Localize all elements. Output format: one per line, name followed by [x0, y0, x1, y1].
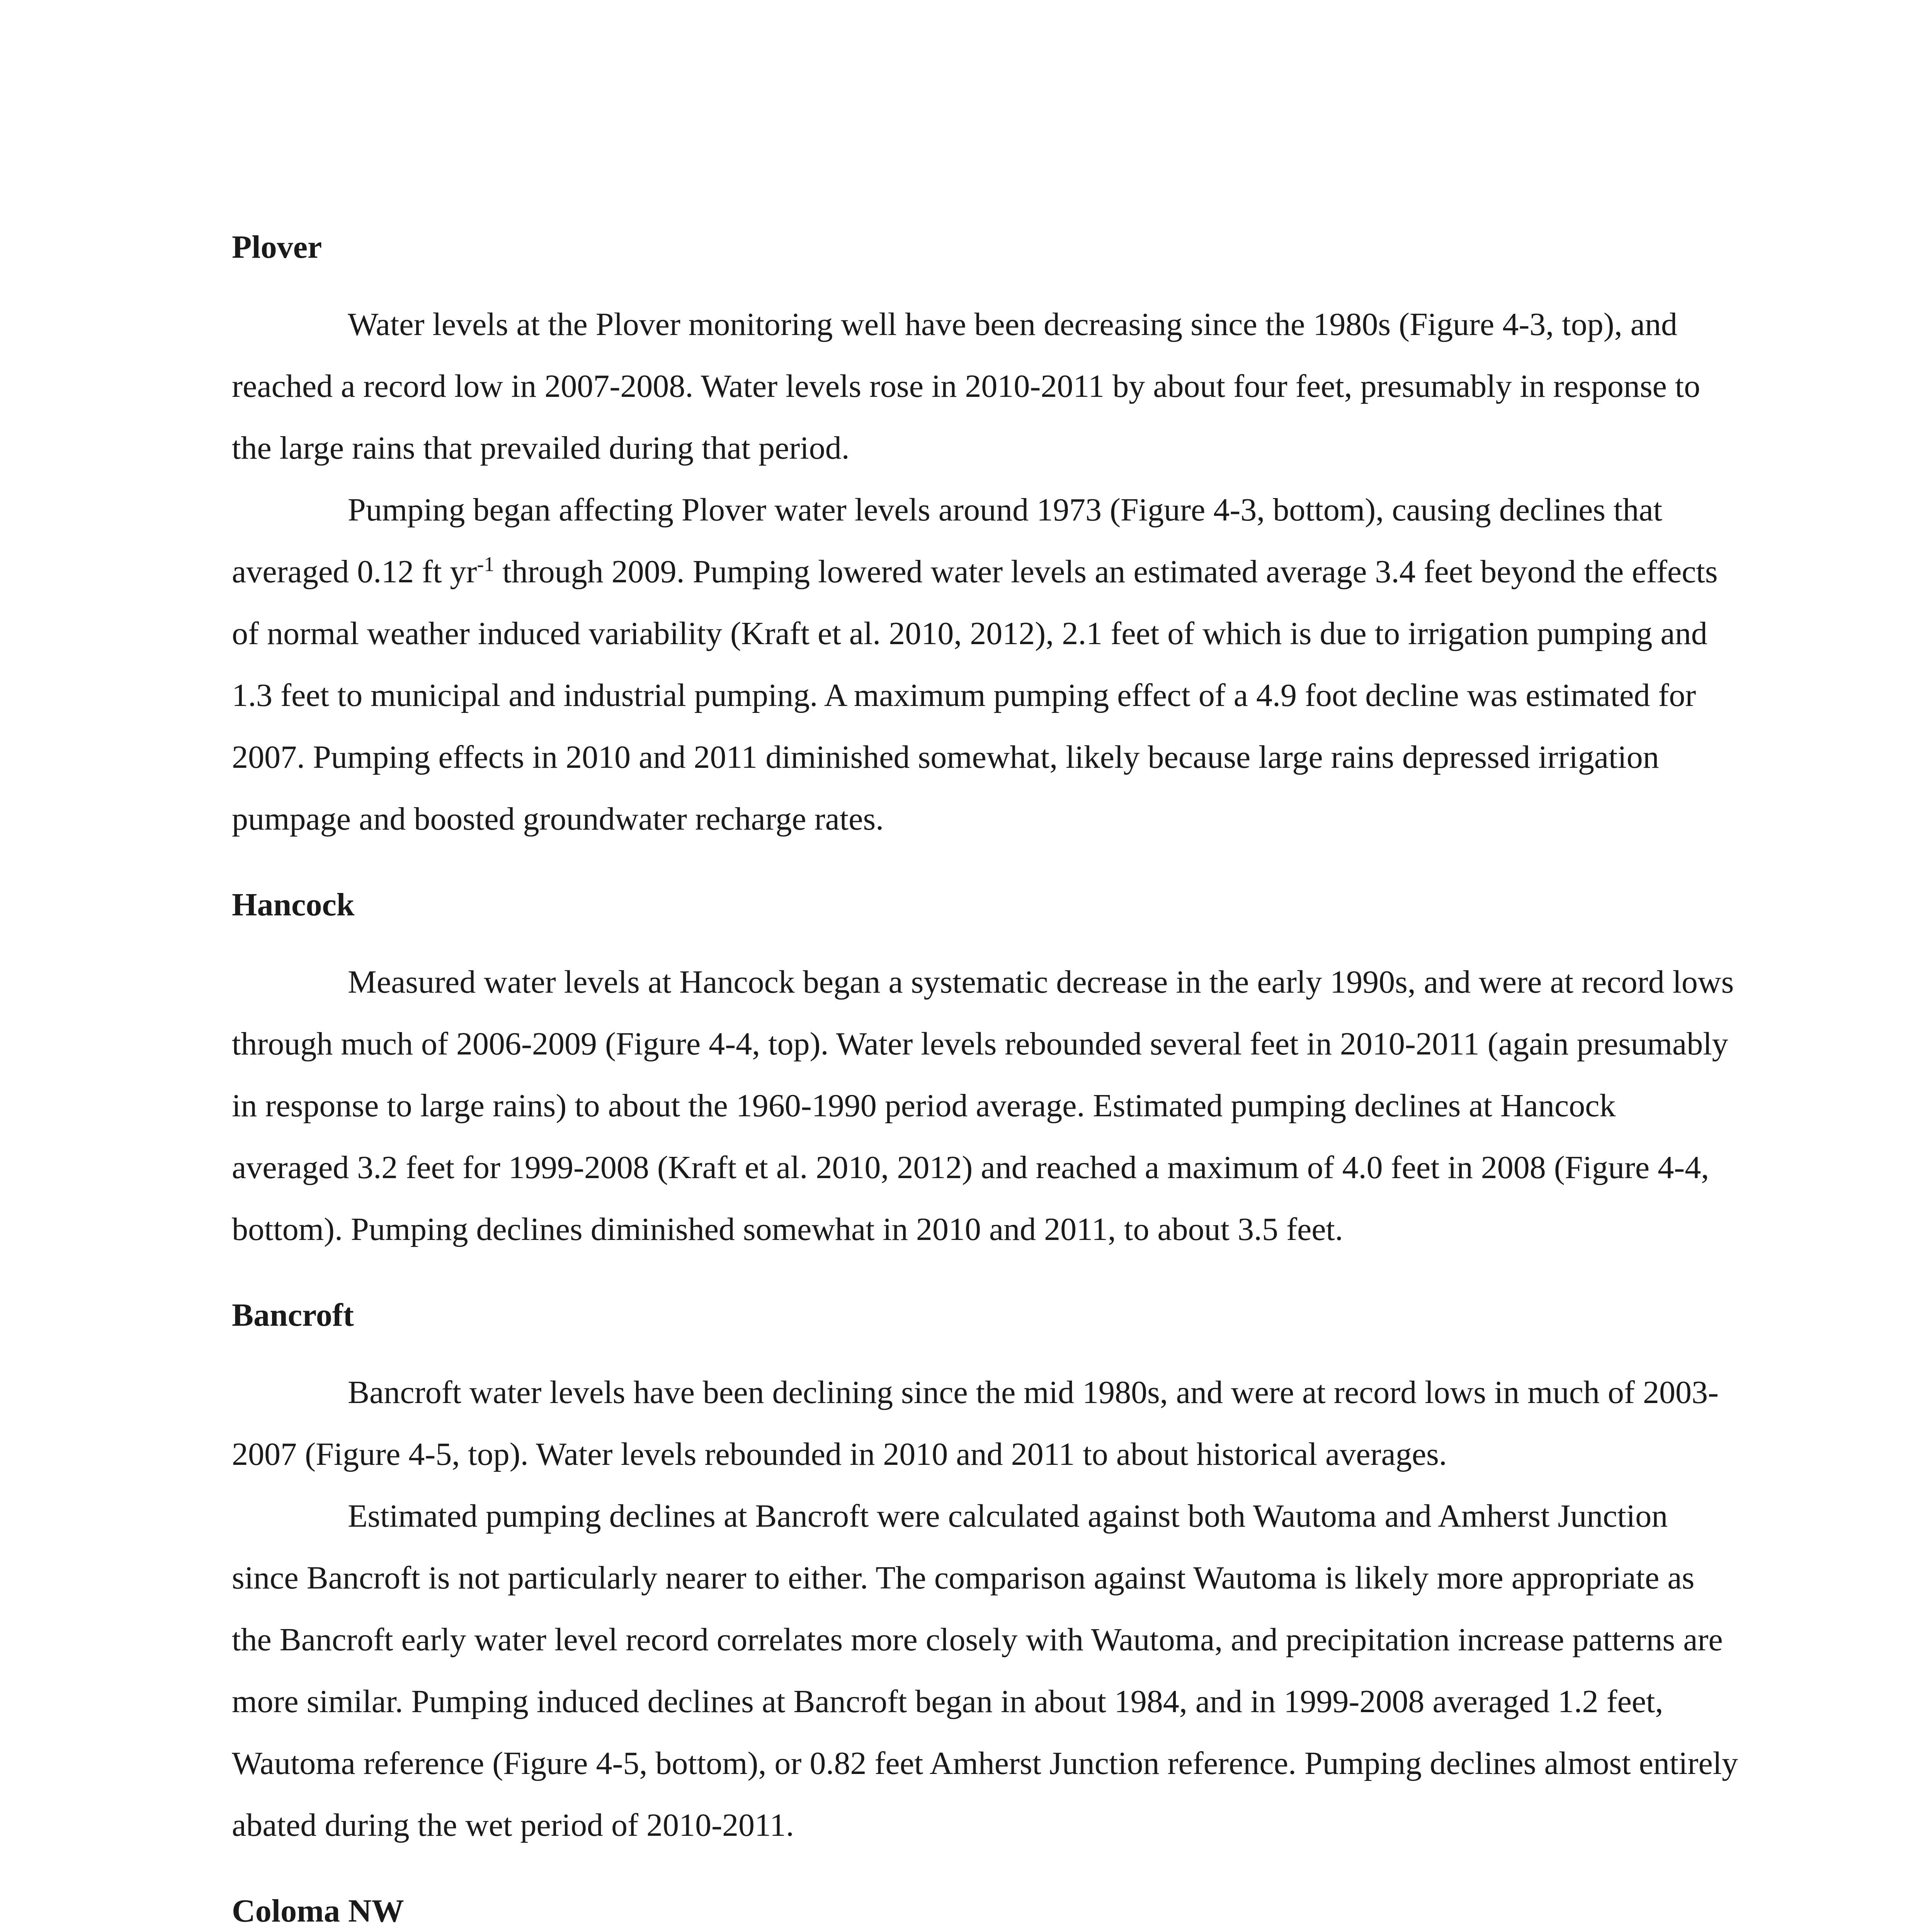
paragraph: Measured water levels at Hancock began a systematic decrease in the early 1990s, and were at record lows through much of 2006-2009 (Figure 4-4, top). Water levels rebounded several feet in 2010-2011 (again presumably in response to large rains) to about the 1960-1990 period average. Estimated pumping declines at Hancock averaged 3.2 feet for 1999-2008 (Kraft et al. 2010, 2012) and reached a maximum of 4.0 feet in 2008 (Figure 4-4, bottom). Pumping declines diminished somewhat in 2010 and 2011, to about 3.5 feet. [232, 964, 1734, 1247]
document-body [232, 216, 1739, 1932]
section-bancroft [232, 1284, 1739, 1856]
section-heading: Coloma NW [232, 1893, 404, 1929]
superscript: -1 [477, 553, 495, 576]
section-heading: Bancroft [232, 1297, 354, 1333]
section-coloma-nw [232, 1880, 1739, 1932]
section-heading: Plover [232, 229, 322, 265]
paragraph-with-superscript [232, 479, 1739, 850]
section-plover [232, 216, 1739, 850]
paragraph-text: Pumping began affecting Plover water levels around 1973 (Figure 4-3, bottom), causing declines that averaged 0.12 ft yr [232, 492, 1662, 590]
section-heading: Hancock [232, 887, 355, 923]
paragraph: Estimated pumping declines at Bancroft were calculated against both Wautoma and Amherst Junction since Bancroft is not particularly nearer to either. The comparison against Wautoma is likely more appropriate as the Bancroft early water level record correlates more closely with Wautoma, and precipitation increase patterns are more similar. Pumping induced declines at Bancroft began in about 1984, and in 1999-2008 averaged 1.2 feet, Wautoma reference (Figure 4-5, bottom), or 0.82 feet Amherst Junction reference. Pumping declines almost entirely abated during the wet period of 2010-2011. [232, 1498, 1738, 1843]
paragraph: Water levels at the Plover monitoring well have been decreasing since the 1980s (Figure 4-3, top), and reached a record low in 2007-2008. Water levels rose in 2010-2011 by about four feet, presumably in response to the large rains that prevailed during that period. [232, 306, 1701, 466]
section-hancock [232, 874, 1739, 1260]
paragraph: Bancroft water levels have been declining since the mid 1980s, and were at record lows in much of 2003-2007 (Figure 4-5, top). Water levels rebounded in 2010 and 2011 to about historical averages. [232, 1374, 1719, 1472]
paragraph-text: through 2009. Pumping lowered water levels an estimated average 3.4 feet beyond the effects of normal weather induced variability (Kraft et al. 2010, 2012), 2.1 feet of which is due to irrigation pumping and 1.3 feet to municipal and industrial pumping. A maximum pumping effect of a 4.9 foot decline was estimated for 2007. Pumping effects in 2010 and 2011 diminished somewhat, likely because large rains depressed irrigation pumpage and boosted groundwater recharge rates. [232, 554, 1718, 837]
